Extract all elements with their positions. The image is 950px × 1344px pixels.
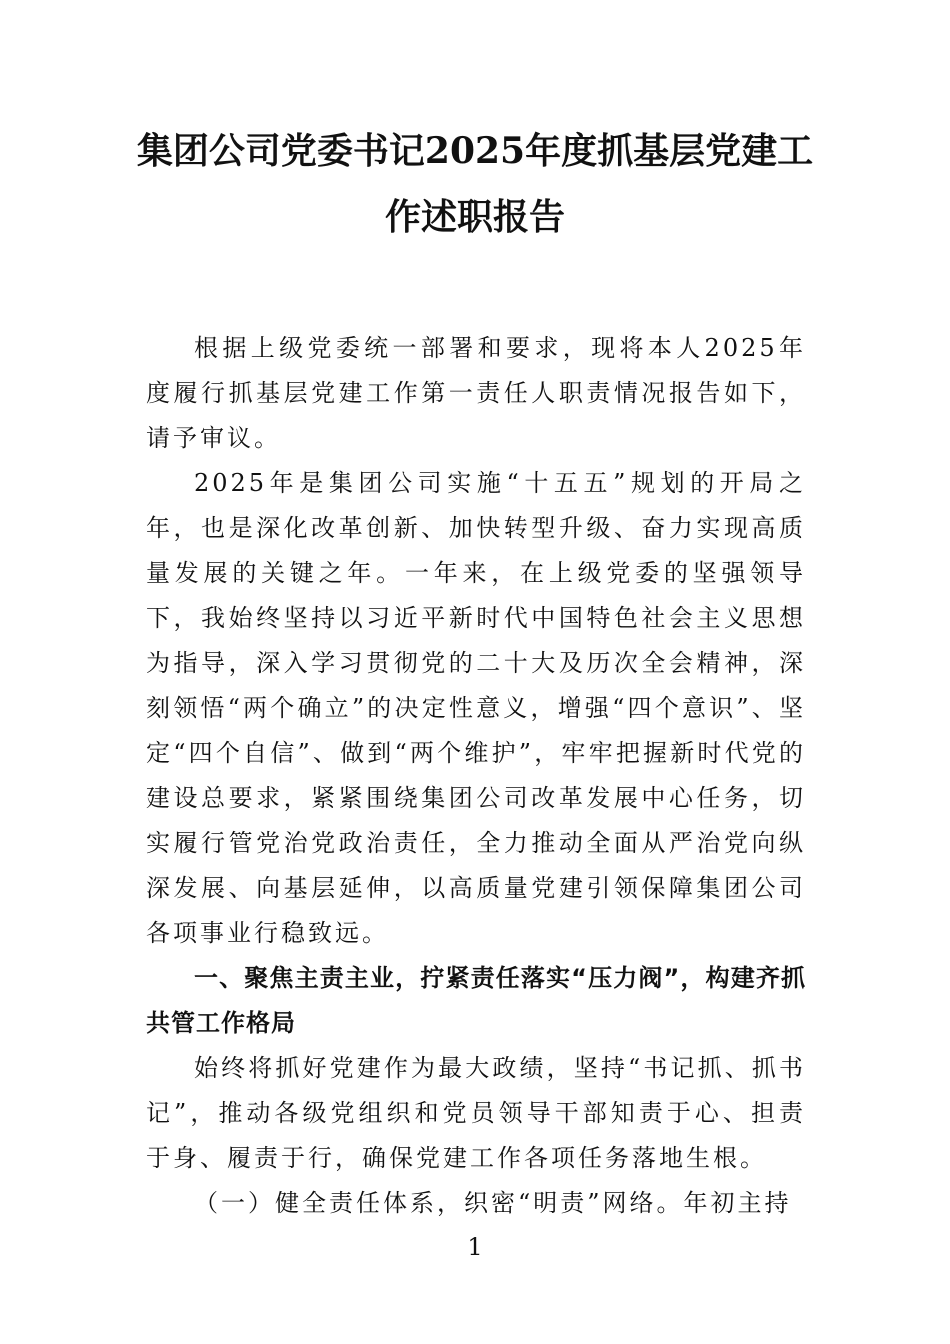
title-line-1: 集团公司党委书记2025年度抓基层党建工 xyxy=(136,130,814,172)
paragraph-subsection-1: （一）健全责任体系，织密“明责”网络。年初主持 xyxy=(194,1189,792,1217)
section-heading-1: 一、聚焦主责主业，拧紧责任落实“压力阀”，构建齐抓共管工作格局 xyxy=(146,964,806,1037)
document-body xyxy=(146,326,806,1226)
paragraph-intro: 根据上级党委统一部署和要求，现将本人2025年度履行抓基层党建工作第一责任人职责情况报告如下，请予审议。 xyxy=(146,334,806,452)
paragraph-overview: 2025年是集团公司实施“十五五”规划的开局之年，也是深化改革创新、加快转型升级、奋力实现高质量发展的关键之年。一年来，在上级党委的坚强领导下，我始终坚持以习近平新时代中国特色社会主义思想为指导，深入学习贯彻党的二十大及历次全会精神，深刻领悟“两个确立”的决定性意义，增强“四个意识”、坚定“四个自信”、做到“两个维护”，牢牢把握新时代党的建设总要求，紧紧围绕集团公司改革发展中心任务，切实履行管党治党政治责任，全力推动全面从严治党向纵深发展、向基层延伸，以高质量党建引领保障集团公司各项事业行稳致远。 xyxy=(146,469,806,947)
document-title xyxy=(120,118,830,250)
title-line-2: 作述职报告 xyxy=(384,196,565,238)
paragraph-section-1: 始终将抓好党建作为最大政绩，坚持“书记抓、抓书记”，推动各级党组织和党员领导干部知责于心、担责于身、履责于行，确保党建工作各项任务落地生根。 xyxy=(146,1054,806,1172)
page-number: 1 xyxy=(467,1233,483,1261)
